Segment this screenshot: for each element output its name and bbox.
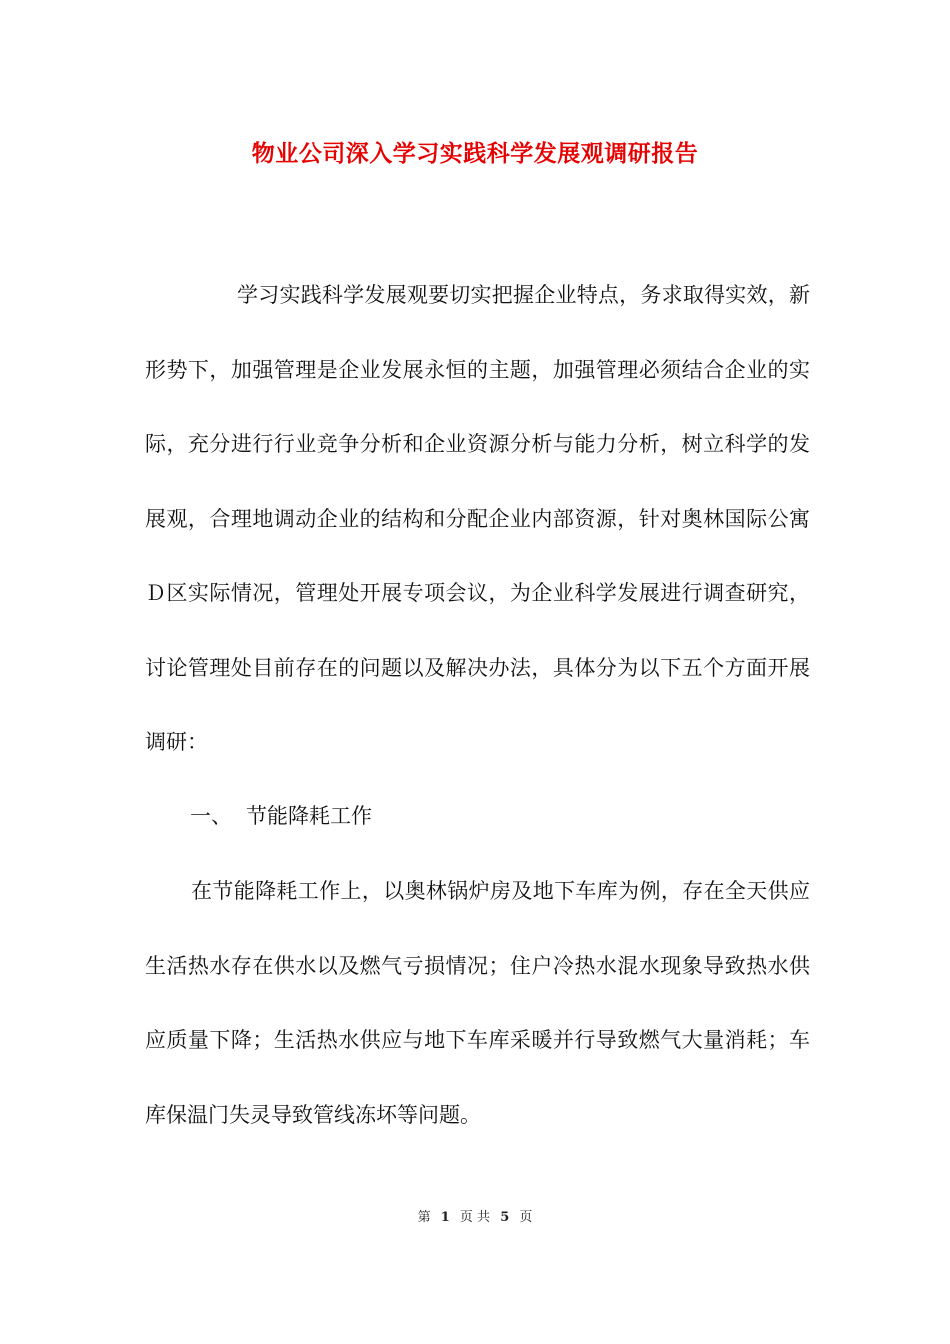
total-pages-number: 5 — [500, 1210, 510, 1225]
intro-paragraph: 学习实践科学发展观要切实把握企业特点，务求取得实效，新形势下，加强管理是企业发展永恒的主题，加强管理必须结合企业的实际，充分进行行业竞争分析和企业资源分析与能力分析，树立科学的发展观，合理地调动企业的结构和分配企业内部资源，针对奥林国际公寓Ｄ区实际情况，管理处开展专项会议，为企业科学发展进行调查研究，讨论管理处目前存在的问题以及解决办法，具体分为以下五个方面开展调研： — [145, 283, 810, 754]
section-heading-1 — [190, 779, 372, 854]
page-footer — [0, 1208, 950, 1228]
footer-prefix: 第 — [417, 1210, 431, 1225]
section-title: 节能降耗工作 — [246, 804, 372, 828]
footer-suffix: 页 — [519, 1210, 533, 1225]
current-page-number: 1 — [440, 1210, 450, 1225]
section-number: 一、 — [190, 804, 232, 828]
section-1-paragraph: 在节能降耗工作上，以奥林锅炉房及地下车库为例，存在全天供应生活热水存在供水以及燃气亏损情况；住户冷热水混水现象导致热水供应质量下降；生活热水供应与地下车库采暖并行导致燃气大量消耗；车库保温门失灵导致管线冻坏等问题。 — [145, 879, 810, 1127]
footer-middle: 页 共 — [459, 1210, 491, 1225]
document-title: 物业公司深入学习实践科学发展观调研报告 — [251, 140, 699, 167]
